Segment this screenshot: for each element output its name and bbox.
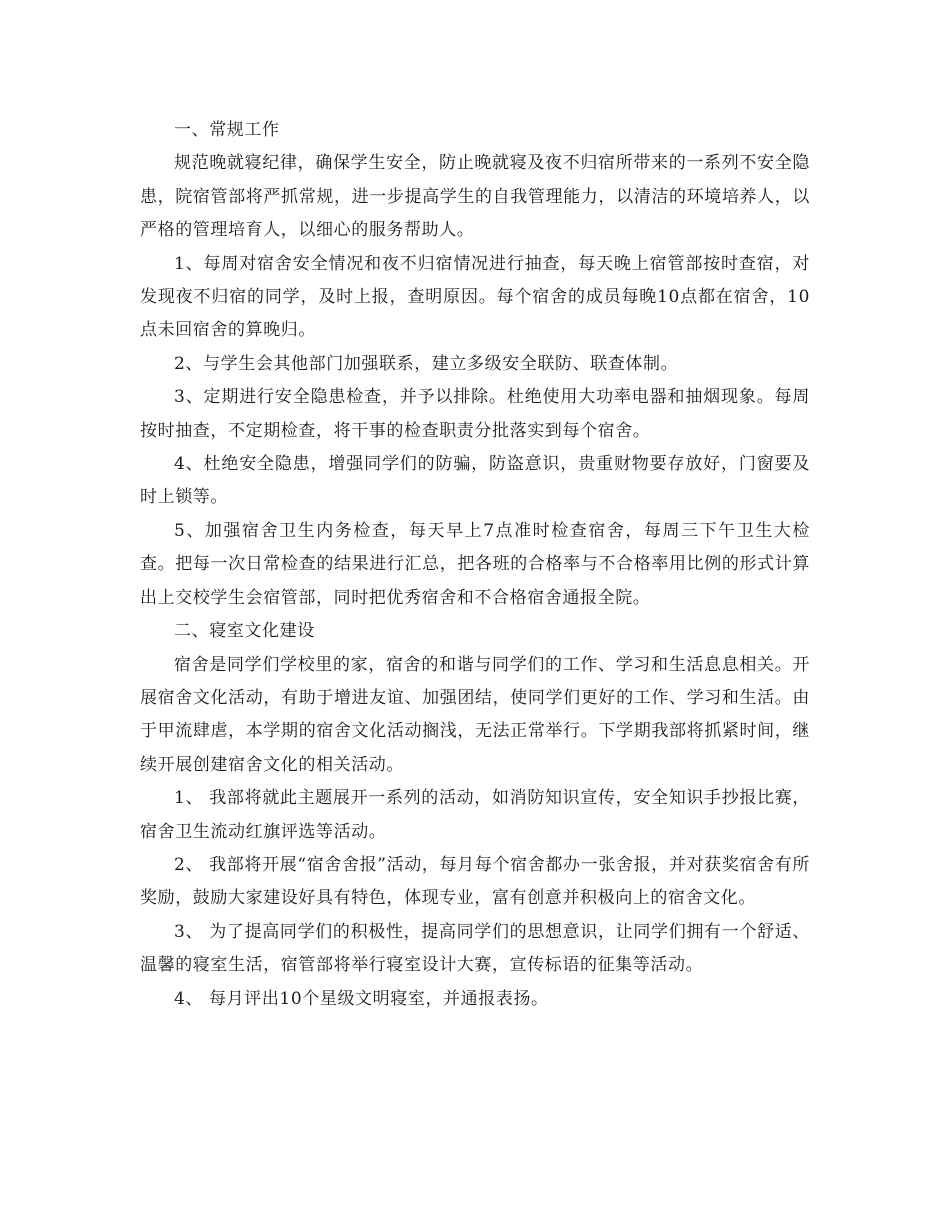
paragraph-culture-item-2: 2、 我部将开展“宿舍舍报”活动，每月每个宿舍都办一张舍报，并对获奖宿舍有所奖励，鼓励大家建设好具有特色，体现专业，富有创意并积极向上的宿舍文化。 — [140, 854, 810, 909]
document-page — [140, 114, 810, 1016]
paragraph-culture-intro: 宿舍是同学们学校里的家，宿舍的和谐与同学们的工作、学习和生活息息相关。开展宿舍文化活动，有助于增进友谊、加强团结，使同学们更好的工作、学习和生活。由于甲流肆虐，本学期的宿舍文化活动搁浅，无法正常举行。下学期我部将抓紧时间，继续开展创建宿舍文化的相关活动。 — [140, 654, 810, 775]
paragraph-culture-item-1: 1、 我部将就此主题展开一系列的活动，如消防知识宣传，安全知识手抄报比赛，宿舍卫生流动红旗评选等活动。 — [140, 788, 810, 842]
paragraph-item-5: 5、加强宿舍卫生内务检查，每天早上7点准时检查宿舍，每周三下午卫生大检查。把每一次日常检查的结果进行汇总，把各班的合格率与不合格率用比例的形式计算出上交校学生会宿管部，同时把优秀宿舍和不合格宿舍通报全院。 — [140, 520, 810, 608]
paragraph-intro: 规范晚就寝纪律，确保学生安全，防止晚就寝及夜不归宿所带来的一系列不安全隐患，院宿管部将严抓常规，进一步提高学生的自我管理能力，以清洁的环境培养人，以严格的管理培育人，以细心的服务帮助人。 — [140, 153, 810, 241]
paragraph-culture-item-4: 4、 每月评出10个星级文明寝室，并通报表扬。 — [174, 988, 549, 1009]
paragraph-item-3: 3、定期进行安全隐患检查，并予以排除。杜绝使用大功率电器和抽烟现象。每周按时抽查，不定期检查，将干事的检查职责分批落实到每个宿舍。 — [140, 387, 810, 441]
paragraph-item-1: 1、每周对宿舍安全情况和夜不归宿情况进行抽查，每天晚上宿管部按时查宿，对发现夜不归宿的同学，及时上报，查明原因。每个宿舍的成员每晚10点都在宿舍，10点未回宿舍的算晚归。 — [140, 253, 810, 341]
paragraph-item-2: 2、与学生会其他部门加强联系，建立多级安全联防、联查体制。 — [174, 353, 679, 374]
section-heading-routine: 一、常规工作 — [174, 120, 280, 140]
paragraph-culture-item-3: 3、 为了提高同学们的积极性，提高同学们的思想意识，让同学们拥有一个舒适、温馨的寝室生活，宿管部将举行寝室设计大赛，宣传标语的征集等活动。 — [140, 921, 810, 976]
paragraph-item-4: 4、杜绝安全隐患，增强同学们的防骗，防盗意识，贵重财物要存放好，门窗要及时上锁等。 — [140, 454, 810, 508]
section-heading-culture: 二、寝室文化建设 — [174, 621, 315, 642]
